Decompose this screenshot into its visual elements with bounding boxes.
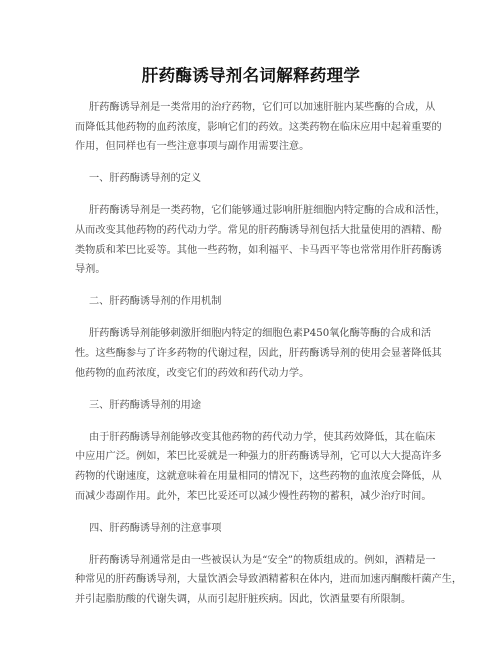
paragraph-line: 种常见的肝药酶诱导剂，大量饮酒会导致酒精蓄积在体内，进而加速丙酮酸杆菌产生， xyxy=(75,574,463,586)
paragraph-line: 肝药酶诱导剂通常是由一些被误认为是“安全”的物质组成的。例如，酒精是一 xyxy=(89,554,436,566)
section-paragraph-precautions xyxy=(75,551,463,610)
paragraph-line: 他药物的血药浓度，改变它们的药效和药代动力学。 xyxy=(75,367,310,379)
paragraph-line: 并引起脂肪酸的代谢失调，从而引起肝脏疾病。因此，饮酒量要有所限制。 xyxy=(75,593,412,605)
paragraph-line: 肝药酶诱导剂是一类药物，它们能够通过影响肝脏细胞内特定酶的合成和活性， xyxy=(89,205,446,217)
paragraph-line: 从而改变其他药物的药代动力学。常见的肝药酶诱导剂包括大批量使用的酒精、酚 xyxy=(75,224,442,236)
section-paragraph-mechanism xyxy=(75,324,442,383)
paragraph-line: 药物的代谢速度，这就意味着在用量相同的情况下，这些药物的血浓度会降低，从 xyxy=(75,470,442,482)
intro-paragraph xyxy=(75,98,442,157)
paragraph-line: 由于肝药酶诱导剂能够改变其他药物的药代动力学，使其药效降低，其在临床 xyxy=(89,431,436,443)
paragraph-line: 肝药酶诱导剂能够刺激肝细胞内特定的细胞色素P450氧化酶等酶的合成和活 xyxy=(89,328,432,340)
paragraph-line: 中应用广泛。例如，苯巴比妥就是一种强力的肝药酶诱导剂，它可以大大提高许多 xyxy=(75,451,442,463)
page-title: 肝药酶诱导剂名词解释药理学 xyxy=(141,66,361,85)
document-body xyxy=(75,98,463,609)
section-heading-uses: 三、肝药酶诱导剂的用途 xyxy=(89,399,202,411)
section-heading-precautions: 四、肝药酶诱导剂的注意事项 xyxy=(89,522,222,534)
paragraph-line: 导剂。 xyxy=(75,264,106,276)
paragraph-line: 而减少毒副作用。此外，苯巴比妥还可以减少慢性药物的蓄积，减少治疗时间。 xyxy=(75,490,432,502)
intro-line: 作用，但同样也有一些注意事项与副作用需要注意。 xyxy=(75,141,310,153)
intro-line: 而降低其他药物的血药浓度，影响它们的药效。这类药物在临床应用中起着重要的 xyxy=(75,121,442,133)
paragraph-line: 类物质和苯巴比妥等。其他一些药物，如利福平、卡马西平等也常常用作肝药酶诱 xyxy=(75,244,442,256)
section-paragraph-definition xyxy=(75,201,446,279)
paragraph-line: 性。这些酶参与了许多药物的代谢过程，因此，肝药酶诱导剂的使用会显著降低其 xyxy=(75,347,442,359)
section-paragraph-uses xyxy=(75,428,442,506)
section-heading-mechanism: 二、肝药酶诱导剂的作用机制 xyxy=(89,296,222,308)
intro-line: 肝药酶诱导剂是一类常用的治疗药物，它们可以加速肝脏内某些酶的合成，从 xyxy=(89,102,436,113)
section-heading-definition: 一、肝药酶诱导剂的定义 xyxy=(89,173,202,185)
